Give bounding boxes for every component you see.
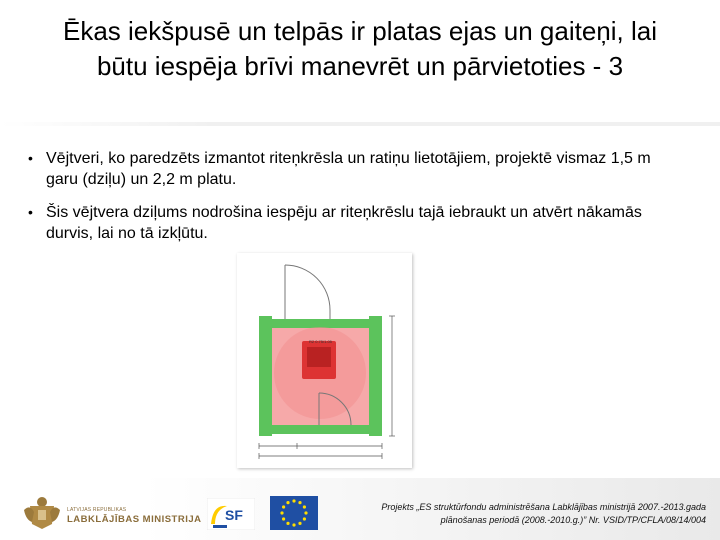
eu-flag-logo xyxy=(270,496,318,532)
esf-icon xyxy=(207,498,255,530)
floor-plan-drawing xyxy=(237,253,412,468)
ministry-country-label: LATVIJAS REPUBLIKAS xyxy=(67,507,127,513)
esf-logo xyxy=(207,498,255,530)
project-line-1: Projekts „ES struktūrfondu administrēšana Labklājības ministrijā 2007.-2013.gada xyxy=(381,502,706,512)
svg-text:SF: SF xyxy=(225,507,243,523)
coat-of-arms-icon xyxy=(20,494,64,530)
bullet-item: • Vējtveri, ko paredzēts izmantot riteņkrēsla un ratiņu lietotājiem, projektē vismaz 1,5 m garu (dziļu) un 2,2 m platu. xyxy=(28,148,678,190)
slide-title: Ēkas iekšpusē un telpās ir platas ejas un gaiteņi, lai būtu iespēja brīvi manevrēt un pārvietoties - 3 xyxy=(62,16,657,81)
right-wall xyxy=(369,316,382,436)
ministry-name: LABKLĀJĪBAS MINISTRIJA xyxy=(67,514,202,525)
bullet-list xyxy=(28,148,678,256)
upper-door-arc xyxy=(285,265,330,310)
vestibule-floor-plan xyxy=(237,253,412,468)
top-wall xyxy=(272,319,369,328)
eu-stars-icon xyxy=(270,496,318,532)
left-wall xyxy=(259,316,272,436)
bullet-item: • Šis vējtvera dziļums nodrošina iespēju ar riteņkrēslu tajā iebraukt un atvērt nākamās durvis, lai no tā izkļūtu. xyxy=(28,202,678,244)
project-line-2: plānošanas periodā (2008.-2010.g.)” Nr. VSID/TP/CFLA/08/14/004 xyxy=(440,515,706,525)
title-divider xyxy=(0,122,720,126)
bottom-wall xyxy=(272,425,369,434)
svg-text:R2 0.75/1.05: R2 0.75/1.05 xyxy=(309,339,332,344)
project-info xyxy=(328,501,706,527)
